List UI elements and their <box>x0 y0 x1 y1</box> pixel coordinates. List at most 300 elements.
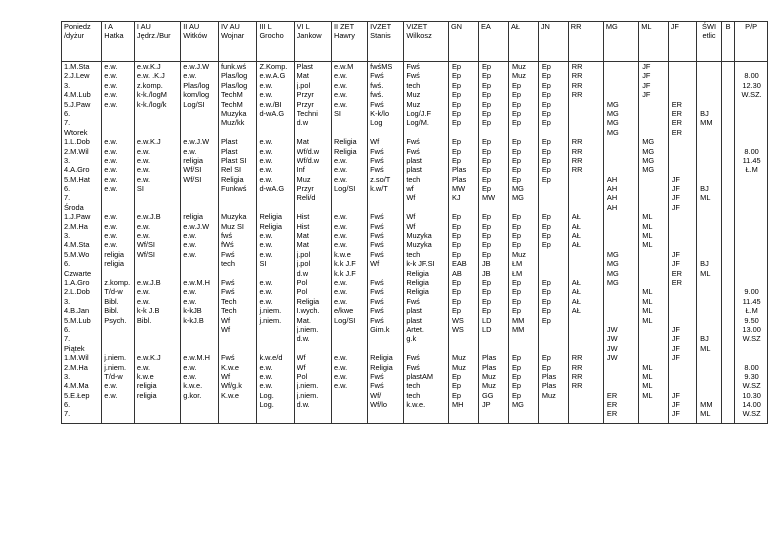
cell-line: e.w.J.W <box>183 62 210 71</box>
cell-line: Muz/kk <box>220 118 245 128</box>
cell-line: plast <box>406 315 422 325</box>
cell-line <box>183 184 216 193</box>
column-header <box>331 22 367 62</box>
cell-line: Log/SI <box>333 315 356 325</box>
cell-line: z.komp. <box>104 277 131 287</box>
cell-line: e.w. <box>333 90 348 100</box>
cell-line: k.k J.F <box>333 259 356 269</box>
cell-line: e.w. <box>104 381 118 391</box>
cell-line <box>334 409 365 418</box>
cell-line: ML <box>700 268 711 278</box>
cell-line <box>607 306 636 315</box>
cell-line: ML <box>642 381 653 391</box>
cell-line <box>137 325 178 334</box>
cell-line: Log/SI <box>183 99 205 109</box>
cell-line: e.w.K.J <box>136 353 161 363</box>
cell-line: e.w. <box>104 155 118 165</box>
cell-line: Ep <box>481 287 492 297</box>
cell-line: kom/log <box>183 90 210 100</box>
header-text: Wojnar <box>220 31 245 41</box>
cell-line: Ep <box>541 118 551 128</box>
cell-line: Wf/SI <box>136 249 155 259</box>
cell-line <box>672 372 694 381</box>
cell-line: e.w. <box>104 99 118 109</box>
cell-line <box>672 137 694 146</box>
cell-line: plast <box>406 165 422 175</box>
cell-line: e/kwe <box>333 306 354 316</box>
cell-line <box>452 128 476 137</box>
schedule-cell <box>404 62 449 424</box>
cell-line <box>700 165 719 174</box>
cell-line: Muz SI <box>220 221 244 231</box>
cell-line <box>406 128 446 137</box>
cell-line <box>672 306 694 315</box>
cell-line: LD <box>481 315 492 325</box>
cell-line <box>642 203 666 212</box>
cell-line <box>607 372 636 381</box>
cell-line: Ep <box>541 231 551 241</box>
cell-line <box>104 269 132 278</box>
cell-line: MG <box>642 146 655 156</box>
cell-line: e.w. <box>259 80 273 90</box>
cell-line: e.w. <box>104 231 118 241</box>
cell-line: MG <box>511 184 524 194</box>
cell-line: JF <box>671 390 680 400</box>
column-header <box>721 22 734 62</box>
cell-line: e.w. <box>259 155 273 165</box>
cell-line: Ep <box>481 165 492 175</box>
cell-line: Wf/d.w <box>296 146 320 156</box>
cell-line <box>672 381 694 390</box>
cell-line: Wf <box>296 362 306 372</box>
cell-line <box>642 184 666 193</box>
cell-line: Ep <box>451 137 461 147</box>
cell-line <box>572 259 601 268</box>
cell-line: e.w. <box>333 174 348 184</box>
cell-line: fWś <box>220 240 234 250</box>
cell-line: 8.00 <box>744 71 759 81</box>
cell-line <box>700 240 719 249</box>
cell-line: BJ <box>700 334 709 344</box>
cell-line: MG <box>606 127 619 137</box>
cell-line: ML <box>700 193 711 203</box>
cell-line <box>542 325 566 334</box>
cell-line: Ep <box>541 212 551 222</box>
cell-line: e.w. <box>259 277 273 287</box>
cell-line: ER <box>606 400 618 410</box>
cell-line: Ep <box>451 80 461 90</box>
cell-line: 3. <box>64 296 71 306</box>
header-text: VI L <box>296 22 310 31</box>
cell-line: Ep <box>451 99 461 109</box>
cell-line: Plas/log <box>183 80 210 90</box>
schedule-cell <box>134 62 180 424</box>
cell-line: EAB <box>451 259 467 269</box>
cell-line <box>738 240 765 249</box>
cell-line: fwś. <box>370 90 384 100</box>
cell-line: JF <box>671 259 680 269</box>
cell-line: j.niem. <box>296 381 319 391</box>
cell-line: WS <box>451 324 464 334</box>
cell-line: ML <box>642 390 653 400</box>
cell-line: e.w. <box>333 212 348 222</box>
cell-line: e.w. <box>136 296 151 306</box>
cell-line <box>672 90 694 99</box>
cell-line <box>406 344 446 353</box>
cell-line <box>221 409 254 418</box>
cell-line: Fwś <box>370 277 384 287</box>
cell-line: Mat <box>296 240 309 250</box>
cell-line <box>738 118 765 127</box>
cell-line: Ep <box>451 381 461 391</box>
cell-line: e.w. <box>333 296 348 306</box>
cell-line <box>672 62 694 71</box>
header-text: ML <box>641 22 652 31</box>
cell-line <box>137 193 178 202</box>
cell-line: Fwś <box>370 146 384 156</box>
cell-line <box>572 250 601 259</box>
cell-line <box>137 118 178 127</box>
header-text: Hawry <box>333 31 355 41</box>
cell-line <box>137 269 178 278</box>
cell-line: Hist <box>296 221 310 231</box>
cell-line: Ep <box>451 71 461 81</box>
cell-line <box>738 203 765 212</box>
cell-line: Wf/g.k <box>220 381 242 391</box>
cell-line: Artet. <box>406 324 424 334</box>
cell-line: Przyr <box>296 184 314 194</box>
cell-line: e.w. <box>333 362 348 372</box>
cell-line: tech <box>406 174 421 184</box>
cell-line: RR <box>571 362 583 372</box>
cell-line <box>183 109 216 118</box>
cell-line: Fwś <box>370 371 384 381</box>
cell-line: Fwś <box>370 249 384 259</box>
cell-line: Plas <box>481 353 497 363</box>
cell-line: JF <box>671 334 680 344</box>
cell-line <box>334 128 365 137</box>
cell-line <box>259 269 291 278</box>
cell-line <box>259 203 291 212</box>
cell-line: Mat <box>296 137 309 147</box>
cell-line: Ep <box>511 90 521 100</box>
cell-line: Religia <box>333 146 357 156</box>
cell-line: g.k <box>406 334 417 344</box>
header-text: etlic <box>702 31 716 41</box>
header-text: II ZET <box>333 22 355 31</box>
cell-line: d-wA.G <box>259 184 285 194</box>
cell-line: Plas/log <box>220 71 248 81</box>
cell-line: T/d-w <box>104 371 123 381</box>
cell-line: MG <box>511 400 524 410</box>
schedule-cell <box>62 62 102 424</box>
cell-line <box>607 62 636 71</box>
cell-line: e.w. <box>259 137 273 147</box>
cell-line: Ep <box>541 315 551 325</box>
cell-line: JF <box>642 62 651 71</box>
cell-line: Ep <box>451 212 461 222</box>
cell-line: Ep <box>451 306 461 316</box>
cell-line: Ep <box>451 62 461 71</box>
cell-line: funk.wś <box>220 62 247 71</box>
cell-line: Ep <box>541 71 551 81</box>
cell-line: Bibl. <box>136 315 152 325</box>
cell-line: BJ <box>700 108 709 118</box>
cell-line <box>572 334 601 343</box>
header-text: Poniedz <box>64 22 91 31</box>
cell-line <box>700 381 719 390</box>
cell-line: Fwś <box>370 287 384 297</box>
schedule-cell <box>181 62 219 424</box>
cell-line: Fwś <box>220 287 235 297</box>
cell-line: AŁ <box>571 212 581 222</box>
cell-line <box>137 334 178 343</box>
cell-line: T/d-w <box>104 287 123 297</box>
cell-line: Bibl. <box>104 296 119 306</box>
cell-line <box>642 344 666 353</box>
cell-line: Plast <box>220 146 238 156</box>
cell-line: e.w.J.W <box>183 137 210 147</box>
cell-line: ER <box>671 277 683 287</box>
cell-line: Ep <box>511 240 521 250</box>
cell-line: 10.30 <box>742 390 761 400</box>
cell-line <box>542 400 566 409</box>
cell-line: SI <box>136 184 144 194</box>
cell-line: Fwś <box>370 71 384 81</box>
cell-line <box>104 344 132 353</box>
cell-line: Ep <box>511 296 521 306</box>
cell-line <box>572 203 601 212</box>
schedule-cell <box>508 62 538 424</box>
cell-line: ML <box>642 287 653 297</box>
cell-line: Muz <box>406 99 421 109</box>
header-text: P/P <box>745 22 758 31</box>
cell-line: Fwś <box>406 296 420 306</box>
cell-line: AŁ <box>571 306 581 316</box>
cell-line: e.w.J.W <box>183 221 210 231</box>
cell-line <box>607 287 636 296</box>
schedule-cell <box>668 62 696 424</box>
cell-line <box>221 344 254 353</box>
header-text: Wilkosz <box>406 31 432 41</box>
cell-line: Ep <box>451 249 461 259</box>
cell-line: 5.M.Hat <box>64 174 90 184</box>
cell-line: W.SZ. <box>741 90 762 100</box>
schedule-cell <box>218 62 256 424</box>
cell-line: 8.00 <box>744 362 759 372</box>
cell-line: Fwś <box>406 137 420 147</box>
cell-line: Ep <box>511 381 521 391</box>
cell-line: Wf <box>370 137 380 147</box>
cell-line: W.SZ <box>742 409 761 419</box>
cell-line <box>672 297 694 306</box>
cell-line: Ep <box>511 231 521 241</box>
cell-line <box>700 278 719 287</box>
cell-line: Ep <box>511 212 521 222</box>
cell-line: Rel SI <box>220 165 242 175</box>
cell-line: Fwś <box>406 146 420 156</box>
cell-line <box>738 100 765 109</box>
cell-line <box>259 344 291 353</box>
cell-line <box>259 325 291 334</box>
schedule-cell <box>331 62 367 424</box>
cell-line: j.niem. <box>104 362 127 372</box>
cell-line <box>542 250 566 259</box>
cell-line <box>738 62 765 71</box>
schedule-cell <box>538 62 568 424</box>
schedule-cell <box>735 62 768 424</box>
cell-line: Ep <box>481 306 492 316</box>
cell-line <box>370 344 401 353</box>
cell-line: k.w.e. <box>183 381 203 391</box>
cell-line: Wf <box>406 212 416 222</box>
cell-line <box>183 409 216 418</box>
cell-line: e.w.M.H <box>183 277 210 287</box>
cell-line: Ep <box>511 146 521 156</box>
cell-line: Ep <box>541 287 551 297</box>
header-text: Witków <box>183 31 208 41</box>
cell-line: j.niem. <box>296 390 319 400</box>
cell-line: 3. <box>64 155 71 165</box>
cell-line <box>738 278 765 287</box>
cell-line <box>642 409 666 418</box>
cell-line: Ep <box>511 390 521 400</box>
cell-line <box>183 269 216 278</box>
header-text: IVZET <box>370 22 392 31</box>
cell-line <box>183 203 216 212</box>
cell-line: Ep <box>481 137 492 147</box>
cell-line: JF <box>671 202 680 212</box>
cell-line <box>297 409 329 418</box>
header-text: Stanis <box>370 31 391 41</box>
cell-line: Plas <box>451 165 467 175</box>
cell-line: Religia <box>259 212 283 222</box>
cell-line <box>482 334 506 343</box>
cell-line: ML <box>642 231 653 241</box>
cell-line <box>738 175 765 184</box>
cell-line: Log. <box>259 400 274 410</box>
cell-line <box>738 222 765 231</box>
cell-line: RR <box>571 381 583 391</box>
cell-line <box>738 231 765 240</box>
cell-line: e.w. <box>259 231 273 241</box>
cell-line <box>607 81 636 90</box>
cell-line <box>334 325 365 334</box>
cell-line: e.w.K.J <box>136 62 161 71</box>
column-header <box>568 22 603 62</box>
cell-line <box>183 400 216 409</box>
cell-line: religia <box>104 259 124 269</box>
header-text: I A <box>104 22 113 31</box>
column-header <box>735 22 768 62</box>
cell-line <box>642 175 666 184</box>
cell-line: g.kor. <box>183 390 202 400</box>
cell-line: AB <box>451 268 462 278</box>
cell-line: Ep <box>541 221 551 231</box>
cell-line: e.w. <box>333 287 348 297</box>
cell-line: 6. <box>64 324 71 334</box>
cell-line: e.w. <box>104 71 118 81</box>
cell-line: e.w. <box>259 146 273 156</box>
cell-line: Wf/lo <box>370 400 387 410</box>
cell-line: 5.E.Łep <box>64 390 90 400</box>
cell-line: AH <box>606 174 618 184</box>
cell-line: tech <box>406 381 421 391</box>
cell-line: MW <box>481 193 496 203</box>
column-header <box>448 22 478 62</box>
cell-line: K-k/lo <box>370 108 390 118</box>
cell-line <box>104 193 132 202</box>
cell-line: 14.00 <box>742 400 761 410</box>
cell-line: 1.M.Sta <box>64 62 90 71</box>
cell-line: z.komp. <box>136 80 163 90</box>
cell-line: k.w.e. <box>406 400 426 410</box>
cell-line <box>672 71 694 80</box>
cell-line: e.w. <box>104 184 118 194</box>
cell-line: tech <box>406 249 421 259</box>
cell-line: 4.M.Lub <box>64 90 91 100</box>
cell-line <box>738 353 765 362</box>
cell-line: j.niem. <box>104 353 127 363</box>
cell-line <box>672 165 694 174</box>
cell-line <box>183 118 216 127</box>
cell-line: Ep <box>541 80 551 90</box>
cell-line <box>572 400 601 409</box>
cell-line: Psych. <box>104 315 127 325</box>
cell-line: JF <box>671 193 680 203</box>
cell-line: Muz <box>511 249 526 259</box>
cell-line <box>137 128 178 137</box>
cell-line: Ep <box>511 80 521 90</box>
cell-line <box>642 118 666 127</box>
cell-line: Fwś <box>370 231 384 241</box>
cell-line: 2.M.Ha <box>64 362 88 372</box>
cell-line <box>542 334 566 343</box>
cell-line: Fwś <box>406 62 420 71</box>
cell-line: 6. <box>64 184 71 194</box>
cell-line <box>572 269 601 278</box>
schedule-cell <box>603 62 638 424</box>
cell-line: e.w. <box>183 231 197 241</box>
cell-line: MM <box>700 118 713 128</box>
cell-line: Ep <box>481 71 492 81</box>
cell-line: Religia <box>296 296 320 306</box>
cell-line <box>221 334 254 343</box>
cell-line: Fwś <box>370 212 384 222</box>
column-header <box>538 22 568 62</box>
cell-line: e.w. <box>333 371 348 381</box>
cell-line: religia <box>183 155 203 165</box>
cell-line: e.w. <box>259 362 273 372</box>
cell-line <box>104 409 132 418</box>
cell-line: Pol <box>296 371 308 381</box>
cell-line <box>137 409 178 418</box>
cell-line: e.w. <box>259 165 273 175</box>
schedule-cell <box>368 62 404 424</box>
cell-line <box>297 128 329 137</box>
cell-line: GG <box>481 390 494 400</box>
cell-line <box>642 128 666 137</box>
cell-line: e.w. <box>104 62 118 71</box>
cell-line: religia <box>136 390 157 400</box>
cell-line: Wf <box>406 193 416 203</box>
cell-line: e.w. <box>183 287 197 297</box>
cell-line: BJ <box>700 259 709 269</box>
cell-line: plast <box>406 155 422 165</box>
cell-line: Ep <box>451 296 461 306</box>
cell-line <box>607 231 636 240</box>
cell-line <box>334 203 365 212</box>
